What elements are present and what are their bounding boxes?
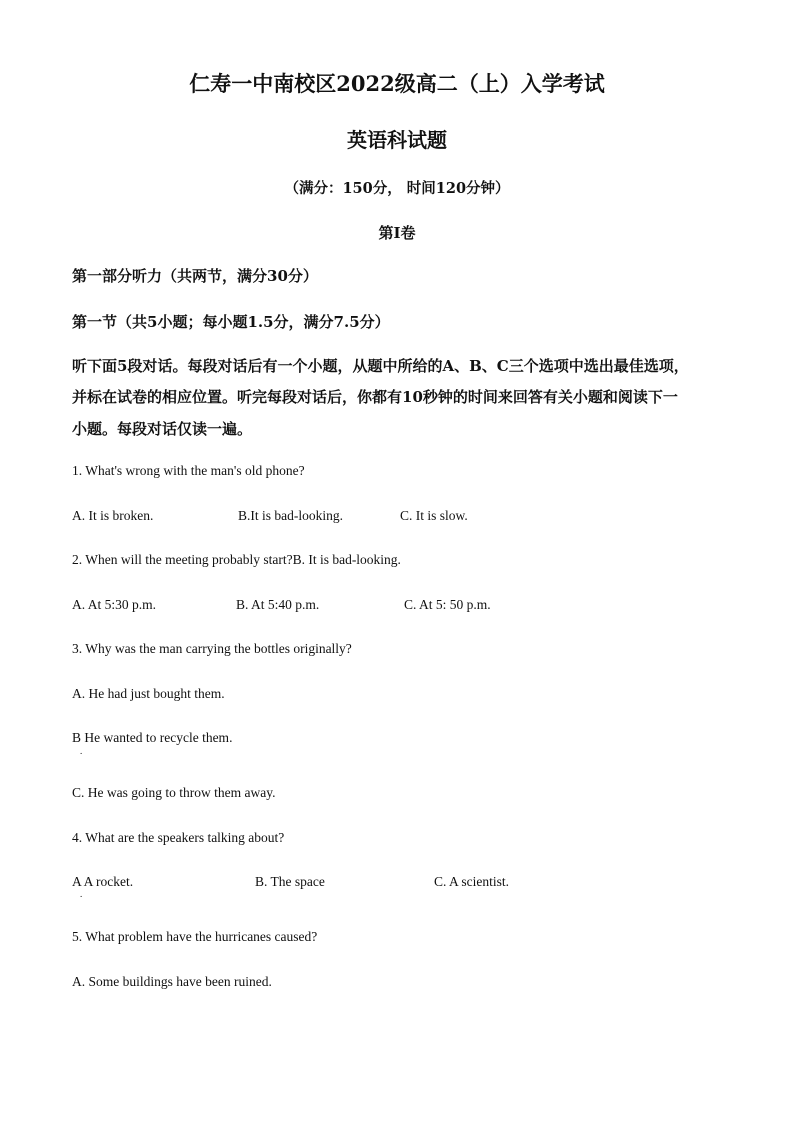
question-text: 5. What problem have the hurricanes caused?	[72, 929, 318, 944]
question-text: 1. What's wrong with the man's old phone?	[72, 463, 305, 478]
instruction-line: 听下面5段对话。每段对话后有一个小题，从题中所给的A、B、C三个选项中选出最佳选项，	[72, 357, 689, 375]
option-b: B He wanted to recycle them.	[72, 730, 233, 745]
volume-heading: 第I卷	[378, 224, 416, 242]
option-b: B. The space	[255, 874, 325, 889]
subject-title: 英语科试题	[347, 128, 447, 152]
option-c: C. He was going to throw them away.	[72, 785, 276, 800]
option-b: B.It is bad-looking.	[238, 508, 343, 523]
option-c: C. At 5: 50 p.m.	[404, 597, 491, 612]
exam-title: 仁寿一中南校区2022级高二（上）入学考试	[189, 71, 605, 96]
stray-dot-mark: .	[80, 746, 83, 756]
instruction-line: 并标在试卷的相应位置。听完每段对话后，你都有10秒钟的时间来回答有关小题和阅读下一	[72, 388, 678, 406]
option-a: A. He had just bought them.	[72, 686, 225, 701]
part-heading: 第一部分听力（共两节，满分30分）	[72, 267, 318, 285]
option-b: B. At 5:40 p.m.	[236, 597, 320, 612]
option-a: A. It is broken.	[72, 508, 154, 523]
section-heading: 第一节（共5小题；每小题1.5分，满分7.5分）	[72, 313, 390, 331]
stray-dot-mark: .	[80, 889, 83, 899]
question-text: 2. When will the meeting probably start?B. It is bad-looking.	[72, 552, 401, 567]
instruction-line: 小题。每段对话仅读一遍。	[72, 420, 253, 438]
score-info: （满分：150分， 时间120分钟）	[284, 180, 510, 197]
question-text: 3. Why was the man carrying the bottles originally?	[72, 641, 352, 656]
option-a: A A rocket.	[72, 874, 134, 889]
option-c: C. A scientist.	[434, 874, 510, 889]
question-text: 4. What are the speakers talking about?	[72, 830, 285, 845]
option-a: A. Some buildings have been ruined.	[72, 974, 272, 989]
option-a: A. At 5:30 p.m.	[72, 597, 157, 612]
option-c: C. It is slow.	[400, 508, 468, 523]
